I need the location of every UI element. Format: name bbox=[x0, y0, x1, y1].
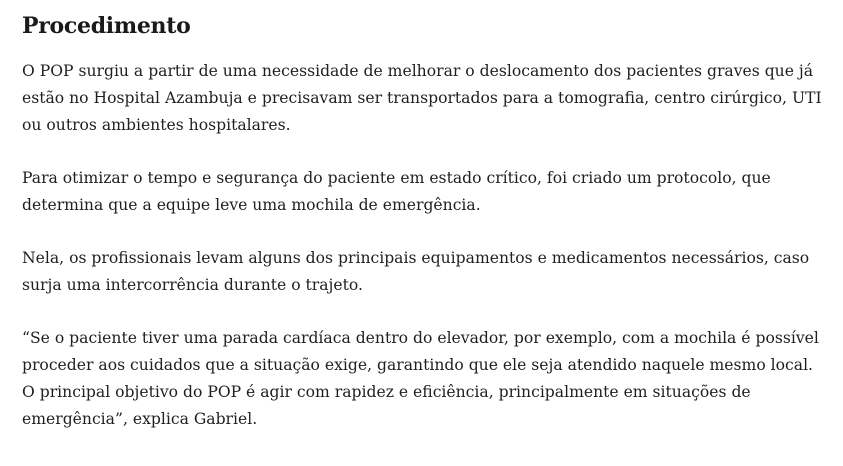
paragraph-protocol: Para otimizar o tempo e segurança do paciente em estado crítico, foi criado um protocolo, que determina que a equipe leve uma mochila de emergência. bbox=[22, 169, 771, 214]
paragraph-equipment: Nela, os profissionais levam alguns dos principais equipamentos e medicamentos necessários, caso surja uma intercorrência durante o trajeto. bbox=[22, 249, 810, 294]
paragraph-quote: “Se o paciente tiver uma parada cardíaca dentro do elevador, por exemplo, com a mochila é possível proceder aos cuidados que a situação exige, garantindo que ele seja atendido naquele mesmo local. O principal objetivo do POP é agir com rapidez e eficiência, principalmente em situações de emergência”, explica Gabriel. bbox=[22, 329, 819, 428]
section-heading: Procedimento bbox=[22, 13, 191, 39]
paragraph-pop-origin: O POP surgiu a partir de uma necessidade de melhorar o deslocamento dos pacientes graves que já estão no Hospital Azambuja e precisavam ser transportados para a tomografia, centro cirúrgico, UTI ou outros ambientes hospitalares. bbox=[22, 62, 822, 134]
